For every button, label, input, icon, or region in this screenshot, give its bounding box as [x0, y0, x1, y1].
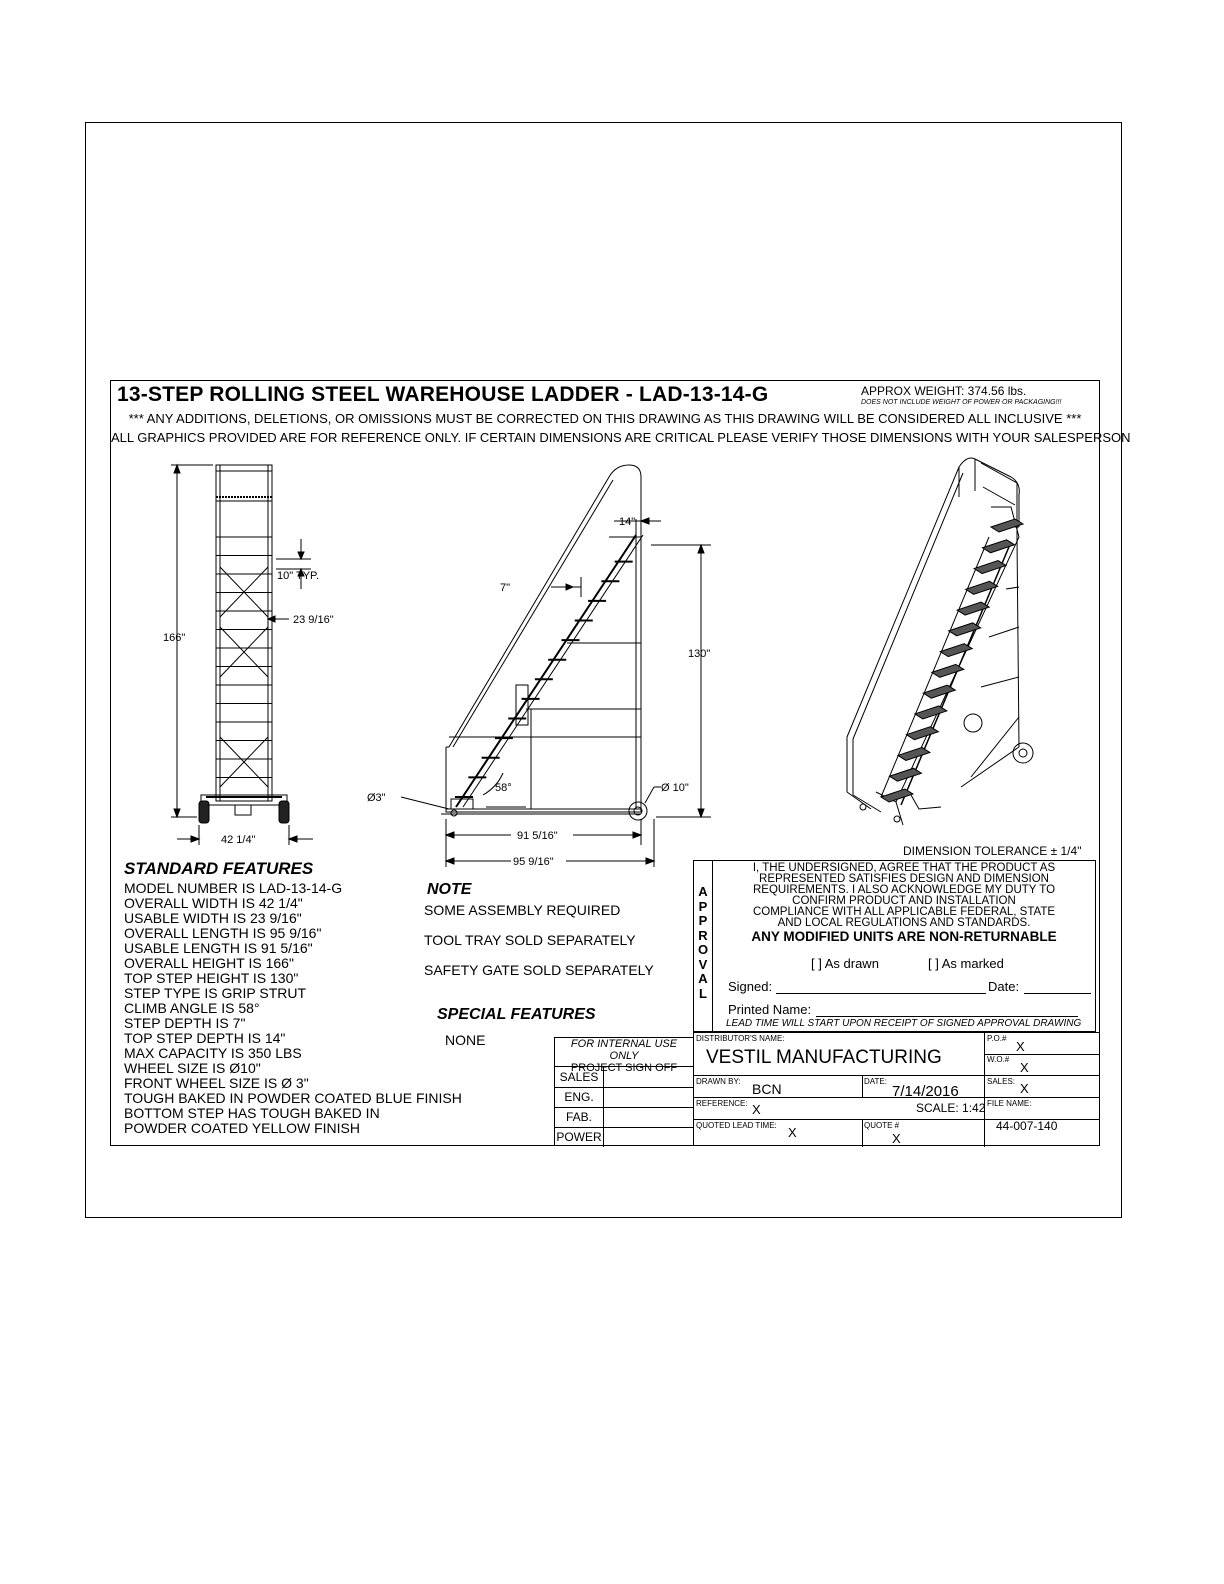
distributor-label: DISTRIBUTOR'S NAME: — [696, 1034, 785, 1043]
iso-step — [932, 664, 964, 677]
dim-rear-wheel: Ø 10" — [661, 782, 689, 794]
wo-value: X — [1020, 1060, 1029, 1075]
standard-feature-item: POWDER COATED YELLOW FINISH — [124, 1120, 360, 1136]
standard-feature-item: FRONT WHEEL SIZE IS Ø 3" — [124, 1075, 309, 1091]
approval-statement — [714, 863, 1094, 945]
weight-note: DOES NOT INCLUDE WEIGHT OF POWER OR PACKAGING!!! — [861, 399, 1062, 406]
quoted-lead-time-value: X — [788, 1125, 797, 1140]
date-value: 7/14/2016 — [892, 1083, 959, 1100]
approval-letter: P — [698, 898, 708, 914]
dim-usable-length: 91 5/16" — [517, 830, 558, 842]
dim-step-spacing: 10" TYP. — [277, 570, 320, 582]
iso-step — [915, 706, 947, 719]
dim-overall-length: 95 9/16" — [513, 856, 554, 867]
standard-feature-item: CLIMB ANGLE IS 58° — [124, 1000, 260, 1016]
approval-letter: R — [698, 927, 708, 943]
iso-step — [991, 519, 1023, 532]
signoff-label: FAB. — [555, 1107, 604, 1127]
approval-letter: A — [698, 971, 708, 986]
approx-weight: APPROX WEIGHT: 374.56 lbs. — [861, 384, 1027, 398]
iso-step — [949, 623, 981, 636]
po-value: X — [1016, 1039, 1025, 1054]
scale-value: SCALE: 1:42 — [916, 1101, 986, 1115]
dim-usable-width: 23 9/16" — [293, 614, 334, 626]
signoff-row-power[interactable] — [555, 1127, 693, 1147]
approval-box — [693, 860, 1096, 1032]
dimension-tolerance: DIMENSION TOLERANCE ± 1/4" — [903, 844, 1082, 858]
signoff-label: POWER — [555, 1127, 604, 1147]
note-heading: NOTE — [427, 881, 472, 898]
sales-label: SALES: — [987, 1077, 1016, 1086]
iso-step — [889, 768, 921, 781]
approval-divider — [712, 861, 713, 1031]
internal-use-line-2: PROJECT SIGN OFF — [570, 1062, 678, 1074]
standard-feature-item: MAX CAPACITY IS 350 LBS — [124, 1045, 302, 1061]
approval-letter: A — [698, 884, 708, 899]
approval-line: AND LOCAL REGULATIONS AND STANDARDS. — [777, 917, 1031, 929]
standard-feature-item: WHEEL SIZE IS Ø10" — [124, 1060, 261, 1076]
as-marked-checkbox[interactable]: [ ] As marked — [928, 956, 1004, 971]
approval-letter: V — [698, 956, 708, 972]
dim-front-wheel: Ø3" — [367, 792, 386, 804]
iso-step — [957, 602, 989, 615]
lead-time-note: LEAD TIME WILL START UPON RECEIPT OF SIGNED APPROVAL DRAWING — [726, 1018, 1082, 1029]
quote-value: X — [892, 1131, 901, 1146]
reference-label: REFERENCE: — [696, 1099, 748, 1108]
iso-step — [906, 727, 938, 740]
quoted-lead-time-label: QUOTED LEAD TIME: — [696, 1121, 777, 1130]
as-drawn-checkbox[interactable]: [ ] As drawn — [811, 956, 879, 971]
title-block — [693, 1032, 1099, 1146]
isometric-view — [847, 458, 1033, 825]
internal-use-box — [554, 1037, 694, 1146]
dim-overall-height: 166" — [163, 632, 186, 644]
quote-label: QUOTE # — [864, 1121, 900, 1130]
iso-step — [898, 747, 930, 760]
approval-line: COMPLIANCE WITH ALL APPLICABLE FEDERAL, STATE — [752, 906, 1056, 918]
date-label: Date: — [988, 979, 1020, 994]
approval-letter: L — [699, 985, 707, 1001]
signoff-row-fab[interactable] — [555, 1107, 693, 1128]
warning-line-1: *** ANY ADDITIONS, DELETIONS, OR OMISSIONS MUST BE CORRECTED ON THIS DRAWING AS THIS DRAWING WILL BE CONSIDERED ALL INCLUSIVE *** — [128, 411, 1082, 426]
approval-letter: P — [698, 913, 708, 928]
date-field[interactable] — [1024, 993, 1091, 994]
signature-field[interactable] — [776, 993, 986, 994]
signoff-label: SALES — [555, 1067, 604, 1087]
file-name-value: 44-007-140 — [996, 1119, 1058, 1133]
note-item: SAFETY GATE SOLD SEPARATELY — [424, 962, 654, 978]
warning-line-2: ALL GRAPHICS PROVIDED ARE FOR REFERENCE ONLY. IF CERTAIN DIMENSIONS ARE CRITICAL PLEASE VERIFY THOSE DIMENSIONS WITH YOUR SALESPERSON — [111, 430, 1131, 445]
tb-divider — [862, 1075, 863, 1097]
sales-value: X — [1020, 1081, 1029, 1096]
tb-divider — [694, 1075, 1100, 1076]
special-features-heading: SPECIAL FEATURES — [437, 1006, 596, 1023]
standard-features-list — [124, 881, 462, 1136]
distributor-name: VESTIL MANUFACTURING — [706, 1047, 942, 1068]
drawing-sheet — [110, 380, 1131, 1146]
iso-step — [940, 644, 972, 657]
approval-line: I, THE UNDERSIGNED, AGREE THAT THE PRODUCT AS — [752, 862, 1056, 874]
dim-climb-angle: 58° — [495, 782, 512, 794]
internal-use-header — [555, 1038, 693, 1074]
standard-features-heading: STANDARD FEATURES — [124, 859, 314, 878]
dim-step-depth: 7" — [500, 582, 511, 594]
ladder-drawings — [111, 447, 1099, 867]
standard-feature-item: TOP STEP HEIGHT IS 130" — [124, 970, 299, 986]
standard-feature-item: OVERALL HEIGHT IS 166" — [124, 955, 294, 971]
approval-line: REPRESENTED SATISFIES DESIGN AND DIMENSION — [759, 873, 1049, 885]
date-label: DATE: — [864, 1077, 887, 1086]
non-returnable-warning: ANY MODIFIED UNITS ARE NON-RETURNABLE — [751, 929, 1057, 944]
standard-feature-item: OVERALL WIDTH IS 42 1/4" — [124, 895, 303, 911]
note-item: SOME ASSEMBLY REQUIRED — [424, 902, 621, 918]
printed-name-field[interactable] — [816, 1016, 1078, 1017]
wo-label: W.O.# — [987, 1055, 1010, 1064]
approval-letter: O — [697, 942, 709, 957]
signoff-label: ENG. — [555, 1087, 604, 1107]
signoff-row-sales[interactable] — [555, 1067, 693, 1088]
approval-vertical-label — [697, 885, 709, 1001]
po-label: P.O.# — [987, 1034, 1007, 1043]
approval-line: CONFIRM PRODUCT AND INSTALLATION — [792, 895, 1016, 907]
dim-top-step-height: 130" — [688, 648, 711, 660]
dim-overall-width: 42 1/4" — [221, 834, 256, 846]
signed-label: Signed: — [728, 979, 773, 994]
standard-feature-item: TOUGH BAKED IN POWDER COATED BLUE FINISH — [124, 1090, 462, 1106]
iso-step — [923, 685, 955, 698]
dim-top-step-depth: 14" — [619, 516, 636, 528]
approval-line: REQUIREMENTS. I ALSO ACKNOWLEDGE MY DUTY TO — [752, 884, 1056, 896]
signoff-row-eng[interactable] — [555, 1087, 693, 1108]
tb-divider — [984, 1033, 985, 1147]
special-features-value: NONE — [445, 1032, 486, 1048]
printed-name-label: Printed Name: — [728, 1002, 812, 1017]
standard-feature-item: STEP TYPE IS GRIP STRUT — [124, 985, 307, 1001]
front-view — [171, 465, 313, 845]
standard-feature-item: USABLE WIDTH IS 23 9/16" — [124, 910, 302, 926]
standard-feature-item: USABLE LENGTH IS 91 5/16" — [124, 940, 313, 956]
drawn-by-value: BCN — [752, 1081, 782, 1097]
standard-feature-item: STEP DEPTH IS 7" — [124, 1015, 246, 1031]
note-item: TOOL TRAY SOLD SEPARATELY — [424, 932, 636, 948]
reference-value: X — [752, 1102, 761, 1117]
standard-feature-item: TOP STEP DEPTH IS 14" — [124, 1030, 286, 1046]
file-name-label: FILE NAME: — [987, 1099, 1032, 1108]
standard-feature-item: BOTTOM STEP HAS TOUGH BAKED IN — [124, 1105, 380, 1121]
internal-use-line-1: FOR INTERNAL USE ONLY — [570, 1038, 678, 1062]
drawing-title: 13-STEP ROLLING STEEL WAREHOUSE LADDER - LAD-13-14-G — [117, 383, 769, 406]
drawn-by-label: DRAWN BY: — [696, 1077, 741, 1086]
standard-feature-item: MODEL NUMBER IS LAD-13-14-G — [124, 880, 343, 896]
standard-feature-item: OVERALL LENGTH IS 95 9/16" — [124, 925, 322, 941]
tb-divider — [862, 1119, 863, 1147]
side-view — [401, 465, 711, 867]
